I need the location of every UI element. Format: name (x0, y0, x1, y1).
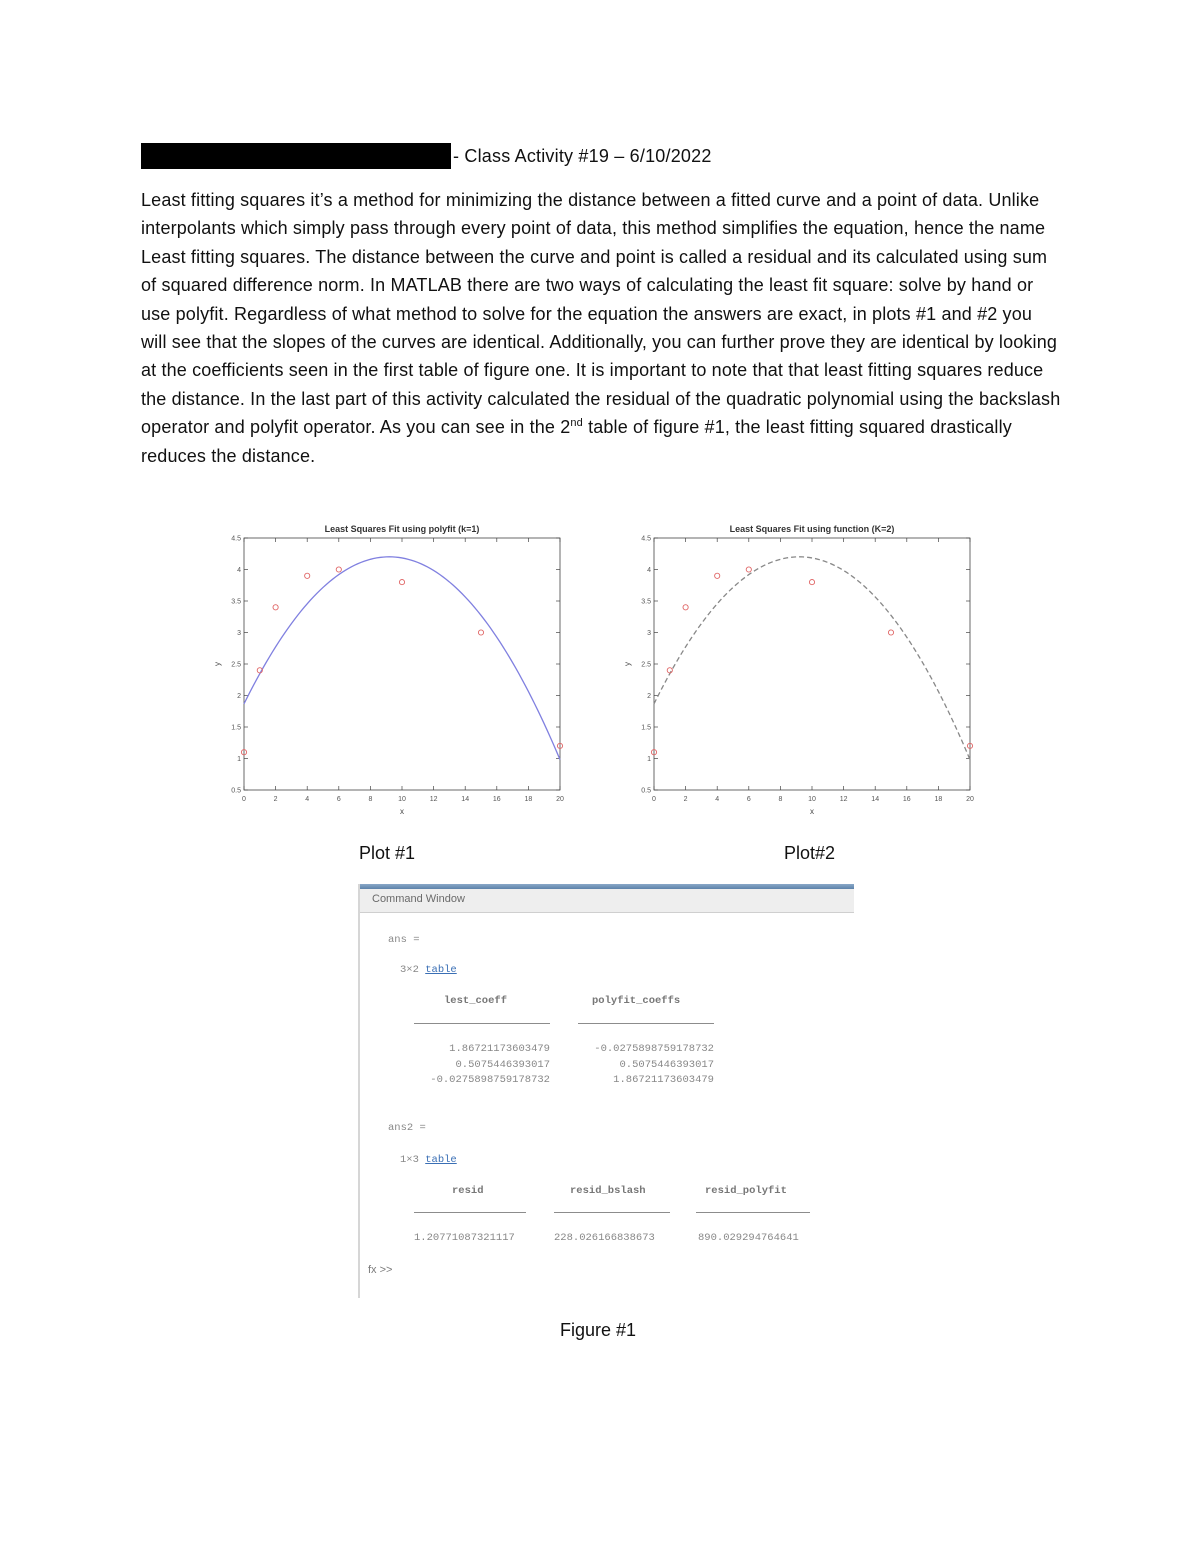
paragraph-text-1: Least fitting squares it’s a method for minimizing the distance between a fitted curve and a point of data. Unlike interpolants which simply pass through every point of data, this method simplifies the equation, hence the name Least fitting squares. The distance between the curve and point is called a residual and its calculated using sum of squared difference norm. In MATLAB there are two ways of calculating the least fit square: solve by hand or use polyfit. Regardless of what method to solve for the equation the answers are exact, in plots #1 and #2 you will see that the slopes of the curves are identical. Additionally, you can further prove they are identical by looking at the coefficients seen in the first table of figure one. It is important to note that that least fitting squares reduce the distance. In the last part of this activity calculated the residual of the quadratic polynomial using the backslash operator and polyfit operator. As you can see in the 2 (141, 190, 1061, 438)
y-tick-label: 2 (647, 693, 651, 700)
table1-rule-1 (414, 1023, 550, 1024)
x-tick-label: 2 (683, 796, 688, 803)
plot-area-box (244, 538, 560, 790)
x-tick-label: 16 (492, 796, 501, 803)
y-tick-label: 3.5 (641, 598, 651, 606)
table1-cell: 1.86721173603479 (613, 1074, 714, 1086)
x-tick-label: 18 (524, 796, 533, 803)
table2-size-line (400, 1154, 457, 1166)
y-axis-label: y (213, 662, 222, 666)
plot-2-caption: Plot#2 (784, 843, 836, 863)
x-tick-label: 20 (556, 796, 564, 803)
table2-header-1: resid (452, 1185, 484, 1197)
x-axis-label: x (810, 807, 814, 816)
chart-title: Least Squares Fit using function (K=2) (729, 524, 895, 534)
plot-2 (616, 518, 986, 823)
header-title: - Class Activity #19 – 6/10/2022 (453, 145, 712, 166)
table1-cell: -0.0275898759178732 (594, 1043, 714, 1055)
x-tick-label: 10 (808, 796, 816, 803)
x-tick-label: 4 (715, 796, 720, 803)
x-tick-label: 8 (368, 796, 373, 803)
table2-size: 1×3 (400, 1154, 419, 1166)
redacted-name-block (141, 143, 451, 169)
y-tick-label: 4 (237, 567, 241, 574)
table1-link[interactable]: table (425, 964, 457, 976)
x-tick-label: 12 (429, 796, 438, 803)
header-line (141, 142, 712, 170)
x-tick-label: 0 (242, 796, 246, 803)
table2-link[interactable]: table (425, 1154, 457, 1166)
x-tick-label: 6 (746, 796, 751, 803)
x-axis-label: x (400, 807, 404, 816)
table2-header-3: resid_polyfit (705, 1185, 787, 1197)
table1-cell: 0.5075446393017 (455, 1059, 550, 1071)
table2-value: 228.026166838673 (554, 1232, 655, 1244)
y-tick-label: 1 (237, 756, 241, 763)
y-tick-label: 3.5 (231, 598, 241, 606)
y-tick-label: 0.5 (641, 787, 651, 795)
y-axis-label: y (623, 662, 632, 666)
x-tick-label: 2 (273, 796, 278, 803)
command-window-titlebar (360, 889, 854, 913)
matlab-command-window[interactable] (358, 884, 854, 1298)
table1-cell: 1.86721173603479 (449, 1043, 550, 1055)
y-tick-label: 2.5 (231, 661, 241, 669)
plot-1-caption: Plot #1 (359, 843, 416, 863)
y-tick-label: 3 (237, 630, 241, 637)
x-tick-label: 6 (336, 796, 341, 803)
table2-rule-1 (414, 1212, 526, 1213)
x-tick-label: 18 (934, 796, 943, 803)
ans2-label: ans2 = (388, 1122, 426, 1134)
table1-rule-2 (578, 1023, 714, 1024)
table1-size: 3×2 (400, 964, 419, 976)
chart-title: Least Squares Fit using polyfit (k=1) (324, 524, 480, 534)
y-tick-label: 0.5 (231, 787, 241, 795)
plot-1 (206, 518, 576, 823)
y-tick-label: 3 (647, 630, 651, 637)
table2-rule-2 (554, 1212, 670, 1213)
y-tick-label: 1.5 (641, 724, 651, 732)
table1-size-line (400, 964, 457, 976)
x-tick-label: 12 (839, 796, 848, 803)
x-tick-label: 16 (902, 796, 911, 803)
table1-header-2: polyfit_coeffs (592, 995, 681, 1007)
table1-header-1: lest_coeff (444, 995, 508, 1007)
x-tick-label: 14 (871, 796, 880, 803)
body-paragraph (141, 186, 1061, 470)
command-prompt[interactable]: fx >> (368, 1264, 393, 1276)
plot-1-svg (206, 518, 576, 823)
x-tick-label: 14 (461, 796, 470, 803)
command-window-title: Command Window (372, 893, 465, 905)
paragraph-text-2: table of figure #1, the least fitting squared drastically reduces the distance. (141, 417, 1012, 466)
y-tick-label: 1.5 (231, 724, 241, 732)
y-tick-label: 1 (647, 756, 651, 763)
y-tick-label: 4.5 (641, 535, 651, 543)
plot-area-box (654, 538, 970, 790)
y-tick-label: 2 (237, 693, 241, 700)
figure-caption: Figure #1 (560, 1320, 637, 1340)
table1-cell: -0.0275898759178732 (430, 1074, 550, 1086)
x-tick-label: 4 (305, 796, 310, 803)
x-tick-label: 20 (966, 796, 974, 803)
table2-header-2: resid_bslash (570, 1185, 646, 1197)
x-tick-label: 10 (398, 796, 406, 803)
plot-2-svg (616, 518, 986, 823)
x-tick-label: 8 (778, 796, 783, 803)
table2-rule-3 (696, 1212, 810, 1213)
paragraph-superscript: nd (570, 417, 583, 430)
x-tick-label: 0 (652, 796, 656, 803)
y-tick-label: 4 (647, 567, 651, 574)
y-tick-label: 4.5 (231, 535, 241, 543)
table2-value: 1.20771087321117 (414, 1232, 515, 1244)
y-tick-label: 2.5 (641, 661, 651, 669)
table2-value: 890.029294764641 (698, 1232, 799, 1244)
table1-cell: 0.5075446393017 (619, 1059, 714, 1071)
ans-label: ans = (388, 934, 420, 946)
